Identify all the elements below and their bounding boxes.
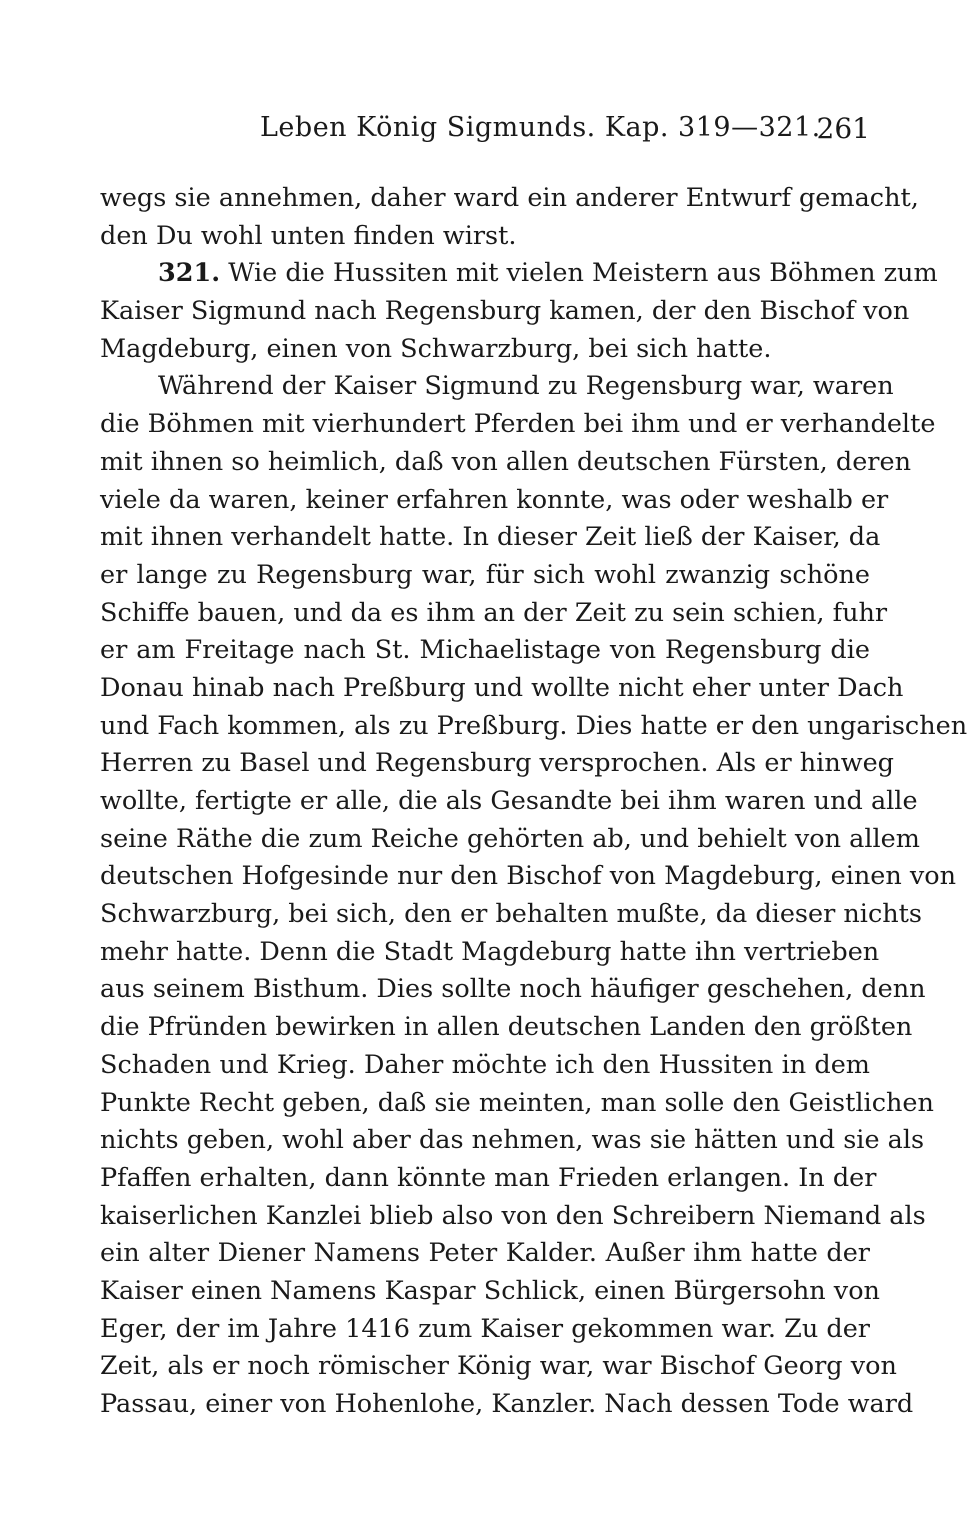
text-line: deutschen Hofgesinde nur den Bischof von Magdeburg, einen von [100,861,957,892]
running-head [100,112,870,152]
text-line: wegs sie annehmen, daher ward ein anderer Entwurf gemacht, [100,183,919,213]
text-line: Pfaffen erhalten, dann könnte man Frieden erlangen. In der [100,1162,877,1193]
page-number: 261 [816,112,870,145]
text-line: und Fach kommen, als zu Preßburg. Dies hatte er den ungarischen [100,710,967,741]
text-line: Eger, der im Jahre 1416 zum Kaiser gekommen war. Zu der [100,1313,870,1344]
text-line: Herren zu Basel und Regensburg versprochen. Als er hinweg [100,748,894,779]
section-heading-text: Wie die Hussiten mit vielen Meistern aus Böhmen zum [228,258,938,289]
text-line: Kaiser einen Namens Kaspar Schlick, einen Bürgersohn von [100,1275,880,1306]
text-line: nichts geben, wohl aber das nehmen, was sie hätten und sie als [100,1125,925,1156]
text-line: viele da waren, keiner erfahren konnte, was oder weshalb er [100,484,889,515]
text-line: mit ihnen verhandelt hatte. In dieser Zeit ließ der Kaiser, da [100,522,881,553]
text-line: Zeit, als er noch römischer König war, war Bischof Georg von [100,1351,897,1382]
text-line: die Böhmen mit vierhundert Pferden bei ihm und er verhandelte [100,409,936,440]
text-line: die Pfründen bewirken in allen deutschen Landen den größten [100,1012,913,1043]
text-line: er lange zu Regensburg war, für sich wohl zwanzig schöne [100,559,870,590]
text-line: kaiserlichen Kanzlei blieb also von den Schreibern Niemand als [100,1200,926,1231]
text-line: Schwarzburg, bei sich, den er behalten mußte, da dieser nichts [100,899,923,930]
text-line: Während der Kaiser Sigmund zu Regensburg war, waren [158,371,894,402]
text-line: seine Räthe die zum Reiche gehörten ab, und behielt von allem [100,823,920,854]
text-line: den Du wohl unten finden wirst. [100,220,517,251]
text-line: Punkte Recht geben, daß sie meinten, man solle den Geistlichen [100,1087,934,1118]
text-line: mit ihnen so heimlich, daß von allen deutschen Fürsten, deren [100,446,911,477]
text-line: wollte, fertigte er alle, die als Gesandte bei ihm waren und alle [100,786,918,816]
text-line: ein alter Diener Namens Peter Kalder. Außer ihm hatte der [100,1238,870,1269]
text-line: mehr hatte. Denn die Stadt Magdeburg hatte ihn vertrieben [100,936,880,967]
text-line: Magdeburg, einen von Schwarzburg, bei sich hatte. [100,333,772,364]
running-title: Leben König Sigmunds. Kap. 319—321. [260,112,821,143]
body-text [100,180,967,1424]
text-line: Donau hinab nach Preßburg und wollte nicht eher unter Dach [100,672,904,703]
section-number: 321. [158,258,221,289]
text-line: er am Freitage nach St. Michaelistage von Regensburg die [100,635,870,666]
text-line: aus seinem Bisthum. Dies sollte noch häufiger geschehen, denn [100,974,926,1005]
text-line: Schiffe bauen, und da es ihm an der Zeit zu sein schien, fuhr [100,597,888,628]
text-line: Passau, einer von Hohenlohe, Kanzler. Nach dessen Tode ward [100,1389,914,1419]
text-line: Schaden und Krieg. Daher möchte ich den Hussiten in dem [100,1049,870,1080]
text-line: Kaiser Sigmund nach Regensburg kamen, der den Bischof von [100,296,910,327]
section-heading-line [100,255,938,293]
